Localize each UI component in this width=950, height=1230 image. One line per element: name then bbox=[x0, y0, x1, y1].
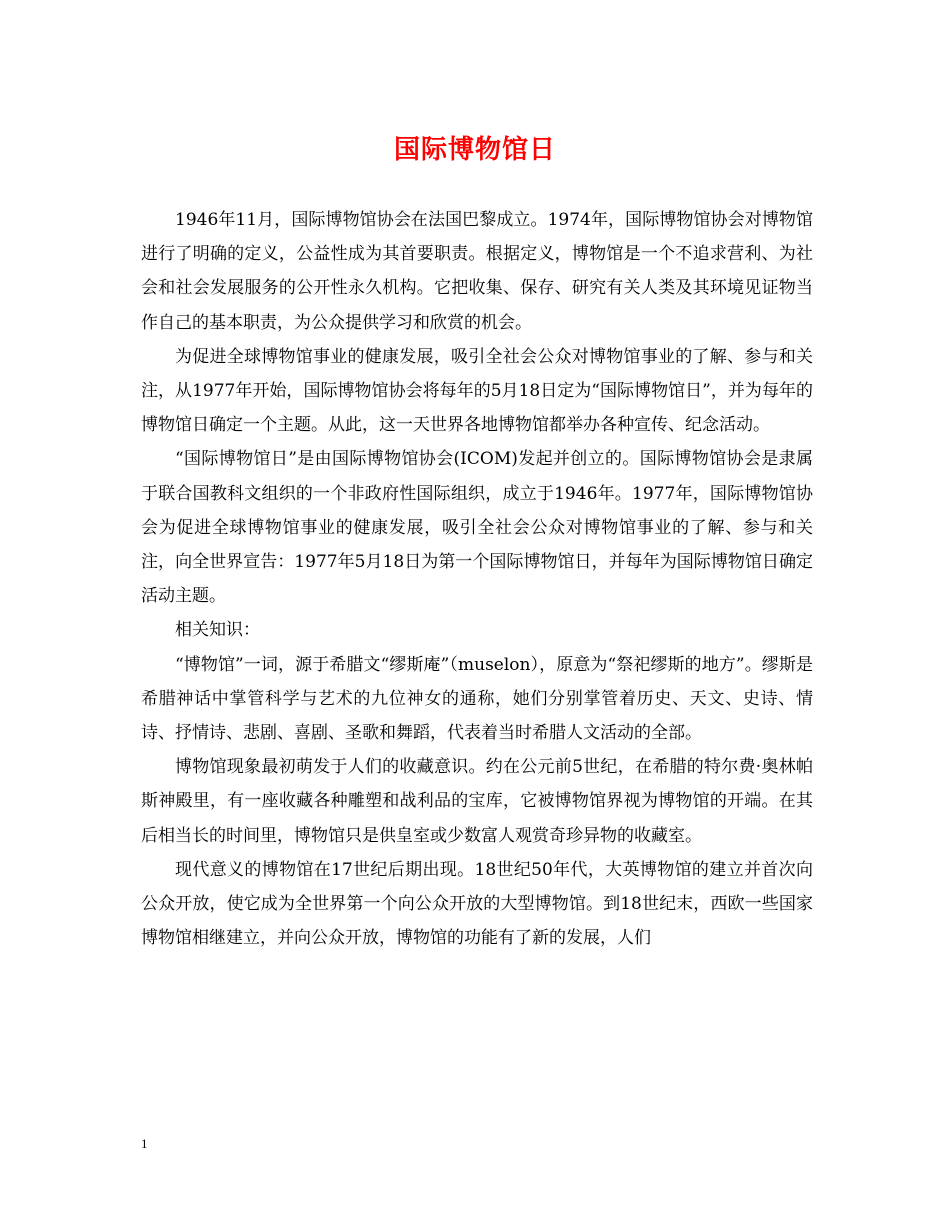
page-number: 1 bbox=[141, 1136, 148, 1151]
paragraph-3: “国际博物馆日”是由国际博物馆协会(ICOM)发起并创立的。国际博物馆协会是隶属于联合国教科文组织的一个非政府性国际组织，成立于1946年。1977年，国际博物馆协会为促进全球博物馆事业的健康发展，吸引全社会公众对博物馆事业的了解、参与和关注，向全世界宣告：1977年5月18日为第一个国际博物馆日，并每年为国际博物馆日确定活动主题。 bbox=[141, 449, 813, 607]
paragraph-7: 现代意义的博物馆在17世纪后期出现。18世纪50年代，大英博物馆的建立并首次向公众开放，使它成为全世界第一个向公众开放的大型博物馆。到18世纪末，西欧一些国家博物馆相继建立，并向公众开放，博物馆的功能有了新的发展，人们 bbox=[141, 859, 813, 949]
document-title: 国际博物馆日 bbox=[393, 135, 556, 165]
paragraph-6: 博物馆现象最初萌发于人们的收藏意识。约在公元前5世纪，在希腊的特尔费·奥林帕斯神殿里，有一座收藏各种雕塑和战利品的宝库，它被博物馆界视为博物馆的开端。在其后相当长的时间里，博物馆只是供皇室或少数富人观赏奇珍异物的收藏室。 bbox=[141, 757, 813, 846]
paragraph-1: 1946年11月，国际博物馆协会在法国巴黎成立。1974年，国际博物馆协会对博物馆进行了明确的定义，公益性成为其首要职责。根据定义，博物馆是一个不追求营利、为社会和社会发展服务的公开性永久机构。它把收集、保存、研究有关人类及其环境见证物当作自己的基本职责，为公众提供学习和欣赏的机会。 bbox=[141, 210, 813, 333]
paragraph-5: “博物馆”一词，源于希腊文“缪斯庵”（muselon），原意为“祭祀缪斯的地方”。缪斯是希腊神话中掌管科学与艺术的九位神女的通称，她们分别掌管着历史、天文、史诗、情诗、抒情诗、悲剧、喜剧、圣歌和舞蹈，代表着当时希腊人文活动的全部。 bbox=[141, 654, 813, 744]
document-body bbox=[141, 203, 813, 955]
paragraph-2: 为促进全球博物馆事业的健康发展，吸引全社会公众对博物馆事业的了解、参与和关注，从1977年开始，国际博物馆协会将每年的5月18日定为“国际博物馆日”，并为每年的博物馆日确定一个主题。从此，这一天世界各地博物馆都举办各种宣传、纪念活动。 bbox=[141, 346, 813, 436]
paragraph-4: 相关知识： bbox=[175, 620, 260, 641]
